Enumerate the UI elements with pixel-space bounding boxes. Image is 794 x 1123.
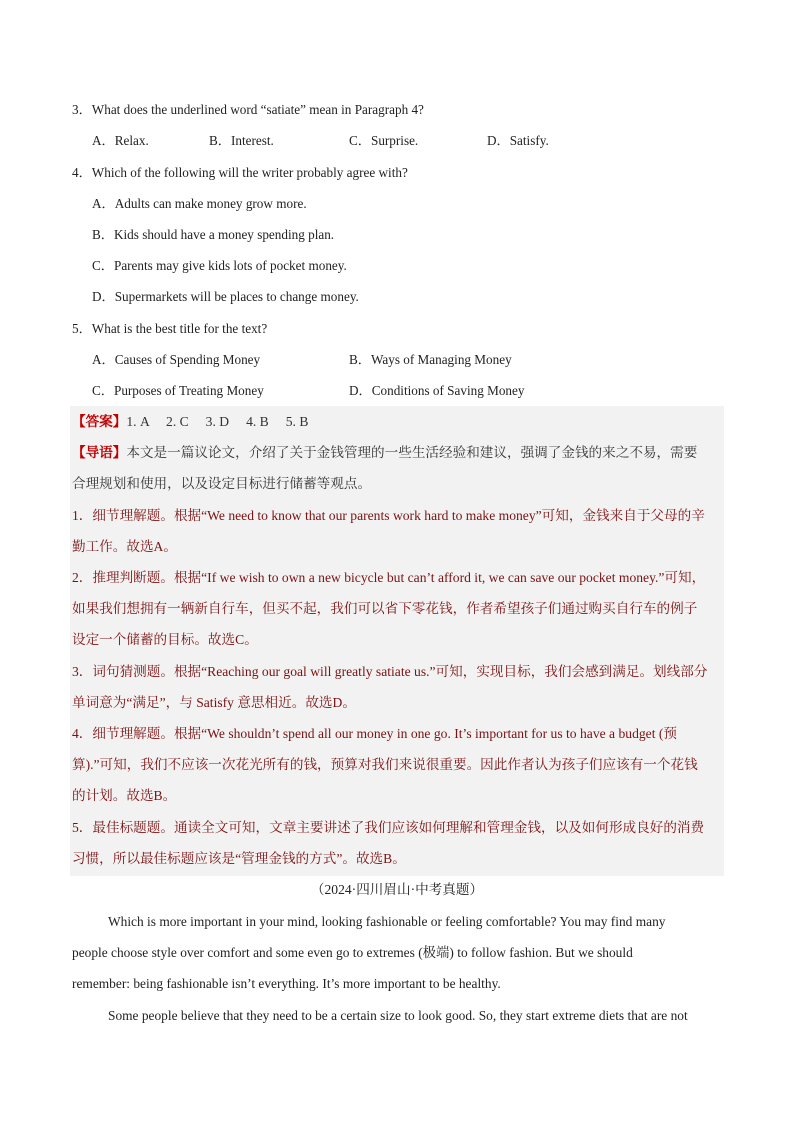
question-5-option-d: D．Conditions of Saving Money <box>349 383 525 398</box>
guide-tag: 【导语】 <box>72 445 127 460</box>
explanation-3-line-2: 单词意为“满足”，与 Satisfy 意思相近。故选D。 <box>72 695 356 710</box>
explanation-2-line-3: 设定一个储蓄的目标。故选C。 <box>72 632 258 647</box>
passage-p1-line-1: Which is more important in your mind, looking fashionable or feeling comfortable? You may find many <box>108 914 666 929</box>
answer-text: 1. A 2. C 3. D 4. B 5. B <box>126 414 309 429</box>
question-3-option-b: B．Interest. <box>209 133 274 148</box>
explanation-3-line-1: 3．词句猜测题。根据“Reaching our goal will greatly satiate us.”可知，实现目标，我们会感到满足。划线部分 <box>72 664 708 679</box>
question-5-option-c: C．Purposes of Treating Money <box>92 383 264 398</box>
passage-p2-line-1: Some people believe that they need to be a certain size to look good. So, they start extreme diets that are not <box>108 1008 688 1023</box>
explanation-2-line-2: 如果我们想拥有一辆新自行车，但买不起，我们可以省下零花钱，作者希望孩子们通过购买自行车的例子 <box>72 601 698 616</box>
question-4-option-c: C．Parents may give kids lots of pocket money. <box>92 258 347 273</box>
question-3-option-d: D．Satisfy. <box>487 133 549 148</box>
explanation-4-line-2: 算).”可知，我们不应该一次花光所有的钱，预算对我们来说很重要。因此作者认为孩子们应该有一个花钱 <box>72 757 698 772</box>
explanation-4-line-1: 4．细节理解题。根据“We shouldn’t spend all our money in one go. It’s important for us to have a budget (预 <box>72 726 677 741</box>
guide-text-1: 本文是一篇议论文，介绍了关于金钱管理的一些生活经验和建议，强调了金钱的来之不易，需要 <box>126 445 698 460</box>
explanation-1-line-2: 勤工作。故选A。 <box>72 539 177 554</box>
question-4-option-a: A．Adults can make money grow more. <box>92 196 307 211</box>
source-label: （2024·四川眉山·中考真题） <box>310 882 484 897</box>
explanation-1-line-1: 1．细节理解题。根据“We need to know that our parents work hard to make money”可知，金钱来自于父母的辛 <box>72 508 705 523</box>
explanation-2-line-1: 2．推理判断题。根据“If we wish to own a new bicycle but can’t afford it, we can save our pocket money.”可知， <box>72 570 706 585</box>
question-5-stem: 5．What is the best title for the text? <box>72 321 268 336</box>
passage-p1-line-2: people choose style over comfort and some even go to extremes (极端) to follow fashion. But we should <box>72 945 633 960</box>
question-3-option-c: C．Surprise. <box>349 133 419 148</box>
question-5-option-b: B．Ways of Managing Money <box>349 352 512 367</box>
question-4-stem: 4．Which of the following will the writer probably agree with? <box>72 165 408 180</box>
answer-tag: 【答案】 <box>72 414 127 429</box>
question-3-option-a: A．Relax. <box>92 133 149 148</box>
question-3-stem: 3．What does the underlined word “satiate” mean in Paragraph 4? <box>72 102 424 117</box>
explanation-5-line-2: 习惯，所以最佳标题应该是“管理金钱的方式”。故选B。 <box>72 851 406 866</box>
question-5-option-a: A．Causes of Spending Money <box>92 352 261 367</box>
passage-p1-line-3: remember: being fashionable isn’t everything. It’s more important to be healthy. <box>72 976 501 991</box>
guide-line-2: 合理规划和使用，以及设定目标进行储蓄等观点。 <box>72 476 372 491</box>
explanation-5-line-1: 5．最佳标题题。通读全文可知，文章主要讲述了我们应该如何理解和管理金钱，以及如何形成良好的消费 <box>72 820 705 835</box>
guide-line-1 <box>72 443 697 463</box>
answer-line <box>72 412 308 432</box>
question-4-option-b: B．Kids should have a money spending plan. <box>92 227 335 242</box>
explanation-4-line-3: 的计划。故选B。 <box>72 788 177 803</box>
question-4-option-d: D．Supermarkets will be places to change money. <box>92 289 359 304</box>
